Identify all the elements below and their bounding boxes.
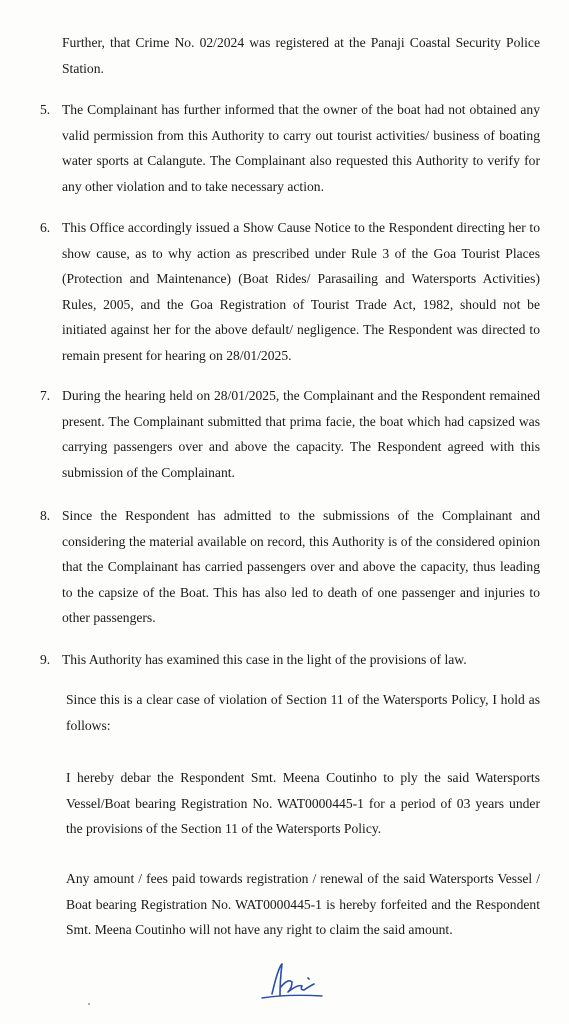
holding-paragraph: Since this is a clear case of violation of Section 11 of the Watersports Policy, I hold as follows: — [66, 692, 540, 733]
scan-speck — [88, 1003, 90, 1005]
signature-mark — [258, 958, 338, 1002]
debar-order-paragraph: I hereby debar the Respondent Smt. Meena Coutinho to ply the said Watersports Vessel/Boat bearing Registration No. WAT0000445-1 for a period of 03 years under the provisions of the Section 11 of the Watersports Policy. — [66, 770, 540, 837]
paragraph-number-6: 6. — [40, 220, 51, 235]
paragraph-5: The Complainant has further informed that the owner of the boat had not obtained any valid permission from this Authority to carry out tourist activities/ business of boating water sports at Calangute. The Complainant also requested this Authority to verify for any other violation and to take necessary action. — [62, 102, 540, 194]
paragraph-8: Since the Respondent has admitted to the submissions of the Complainant and considering the material available on record, this Authority is of the considered opinion that the Complainant has carried passengers over and above the capacity, thus leading to the capsize of the Boat. This has also led to death of one passenger and injuries to other passengers. — [62, 508, 540, 626]
paragraph-number-9: 9. — [40, 652, 51, 667]
paragraph-number-8: 8. — [40, 508, 51, 523]
intro-paragraph: Further, that Crime No. 02/2024 was registered at the Panaji Coastal Security Police Station. — [62, 35, 540, 76]
paragraph-number-5: 5. — [40, 102, 51, 117]
paragraph-number-7: 7. — [40, 388, 51, 403]
forfeiture-paragraph: Any amount / fees paid towards registration / renewal of the said Watersports Vessel / Boat bearing Registration No. WAT0000445-1 is hereby forfeited and the Respondent Smt. Meena Coutinho will not have any right to claim the said amount. — [66, 871, 540, 938]
paragraph-6: This Office accordingly issued a Show Cause Notice to the Respondent directing her to show cause, as to why action as prescribed under Rule 3 of the Goa Tourist Places (Protection and Maintenance) (Boat Rides/ Parasailing and Watersports Activities) Rules, 2005, and the Goa Registration of Tourist Trade Act, 1982, should not be initiated against her for the above default/ negligence. The Respondent was directed to remain present for hearing on 28/01/2025. — [62, 220, 540, 363]
paragraph-9: This Authority has examined this case in the light of the provisions of law. — [62, 652, 467, 667]
paragraph-7: During the hearing held on 28/01/2025, the Complainant and the Respondent remained present. The Complainant submitted that prima facie, the boat which had capsized was carrying passengers over and above the capacity. The Respondent agreed with this submission of the Complainant. — [62, 388, 540, 480]
